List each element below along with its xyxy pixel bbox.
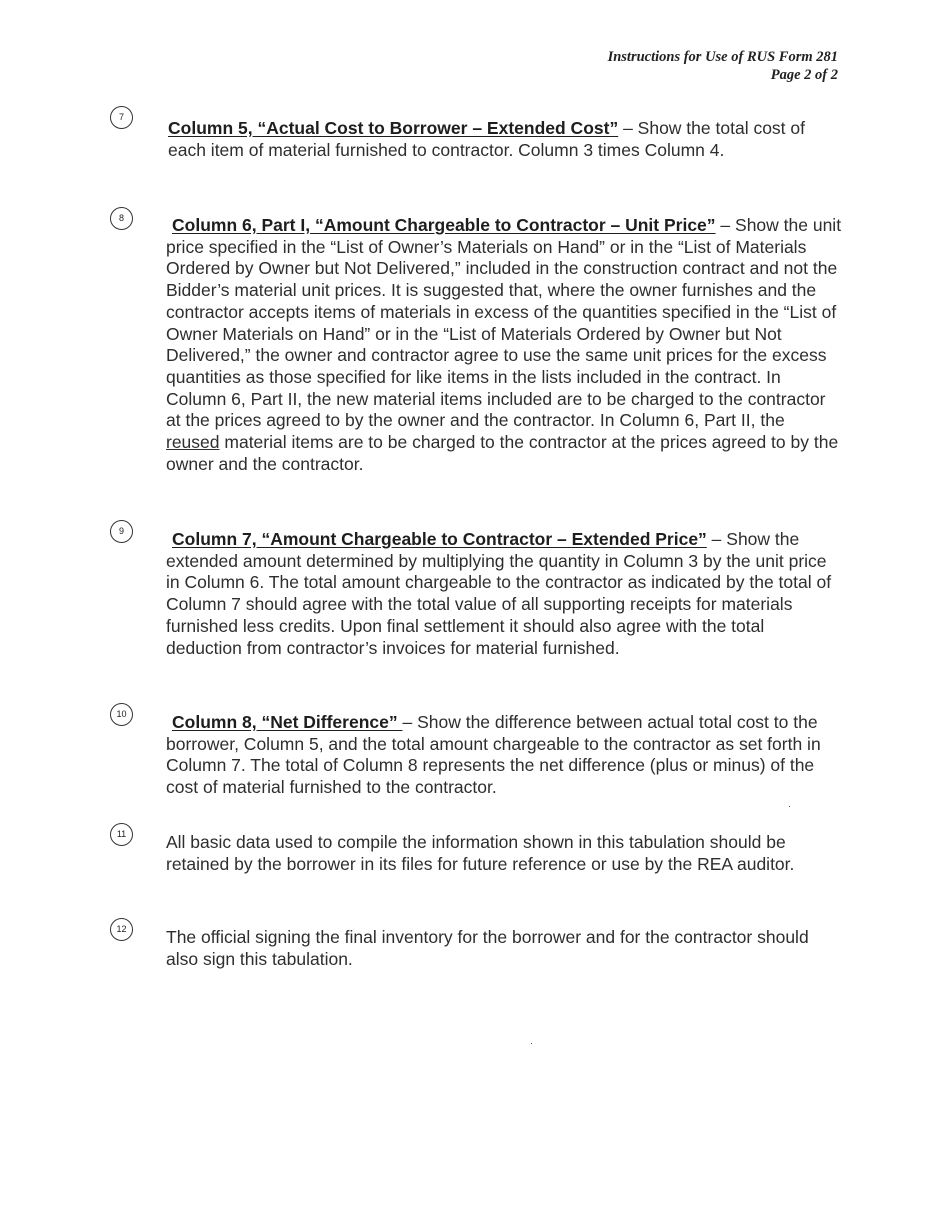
form-title: Instructions for Use of RUS Form 281 xyxy=(607,49,838,65)
page-number: Page 2 of 2 xyxy=(770,67,838,83)
item-dash: – xyxy=(715,215,736,235)
page-header xyxy=(608,48,838,84)
item-text xyxy=(166,927,842,970)
item-dash: – xyxy=(618,118,638,138)
item-heading: Column 5, “Actual Cost to Borrower – Extended Cost” xyxy=(168,118,619,138)
item-text xyxy=(166,529,842,659)
item-body: Show the extended amount determined by multiplying the quantity in Column 3 by the unit price in Column 6. The total amount chargeable to the contractor as indicated by the total of Column 7 should agree with the total value of all supporting receipts for materials furnished less credits. Upon final settlement it should also agree with the total deduction from contractor’s invoices for material furnished. xyxy=(166,529,832,658)
item-text xyxy=(168,118,844,161)
item-number-badge: 9 xyxy=(110,520,133,543)
item-number-badge: 12 xyxy=(110,918,133,941)
scan-speck xyxy=(789,806,790,807)
item-number-badge: 11 xyxy=(110,823,133,846)
item-text xyxy=(166,215,842,475)
item-body: All basic data used to compile the information shown in this tabulation should be retained by the borrower in its files for future reference or use by the REA auditor. xyxy=(166,832,795,874)
item-body: Show the total cost of each item of material furnished to contractor. Column 3 times Column 4. xyxy=(168,118,805,160)
item-dash: – xyxy=(706,529,727,549)
item-body-end: material items are to be charged to the contractor at the prices agreed to by the owner and the contractor. xyxy=(166,432,839,474)
item-heading: Column 6, Part I, “Amount Chargeable to Contractor – Unit Price” xyxy=(172,215,716,235)
item-dash: – xyxy=(402,712,418,732)
item-number-badge: 7 xyxy=(110,106,133,129)
item-heading: Column 8, “Net Difference” xyxy=(172,712,403,732)
item-number-badge: 10 xyxy=(110,703,133,726)
item-body: The official signing the final inventory for the borrower and for the contractor should also sign this tabulation. xyxy=(166,927,809,969)
item-body: Show the unit price specified in the “List of Owner’s Materials on Hand” or in the “List of Materials Ordered by Owner but Not Delivered,” included in the construction contract and not the Bidder’s material unit prices. It is suggested that, where the owner furnishes and the contractor accepts items of materials in excess of the quantities specified in the “List of Owner Materials on Hand” or in the “List of Materials Ordered by Owner but Not Delivered,” the owner and contractor agree to use the same unit prices for the excess quantities as those specified for like items in the lists included in the contract. In Column 6, Part II, the new material items included are to be charged to the contractor at the prices agreed to by the owner and the contractor. In Column 6, Part II, the xyxy=(166,215,842,431)
underlined-word: reused xyxy=(166,432,220,453)
item-number-badge: 8 xyxy=(110,207,133,230)
item-body: Show the difference between actual total cost to the borrower, Column 5, and the total amount chargeable to the contractor as set forth in Column 7. The total of Column 8 represents the net difference (plus or minus) of the cost of material furnished to the contractor. xyxy=(166,712,821,798)
item-text xyxy=(166,832,842,875)
item-text xyxy=(166,712,842,799)
item-heading: Column 7, “Amount Chargeable to Contractor – Extended Price” xyxy=(172,529,707,549)
scan-speck xyxy=(531,1043,532,1044)
